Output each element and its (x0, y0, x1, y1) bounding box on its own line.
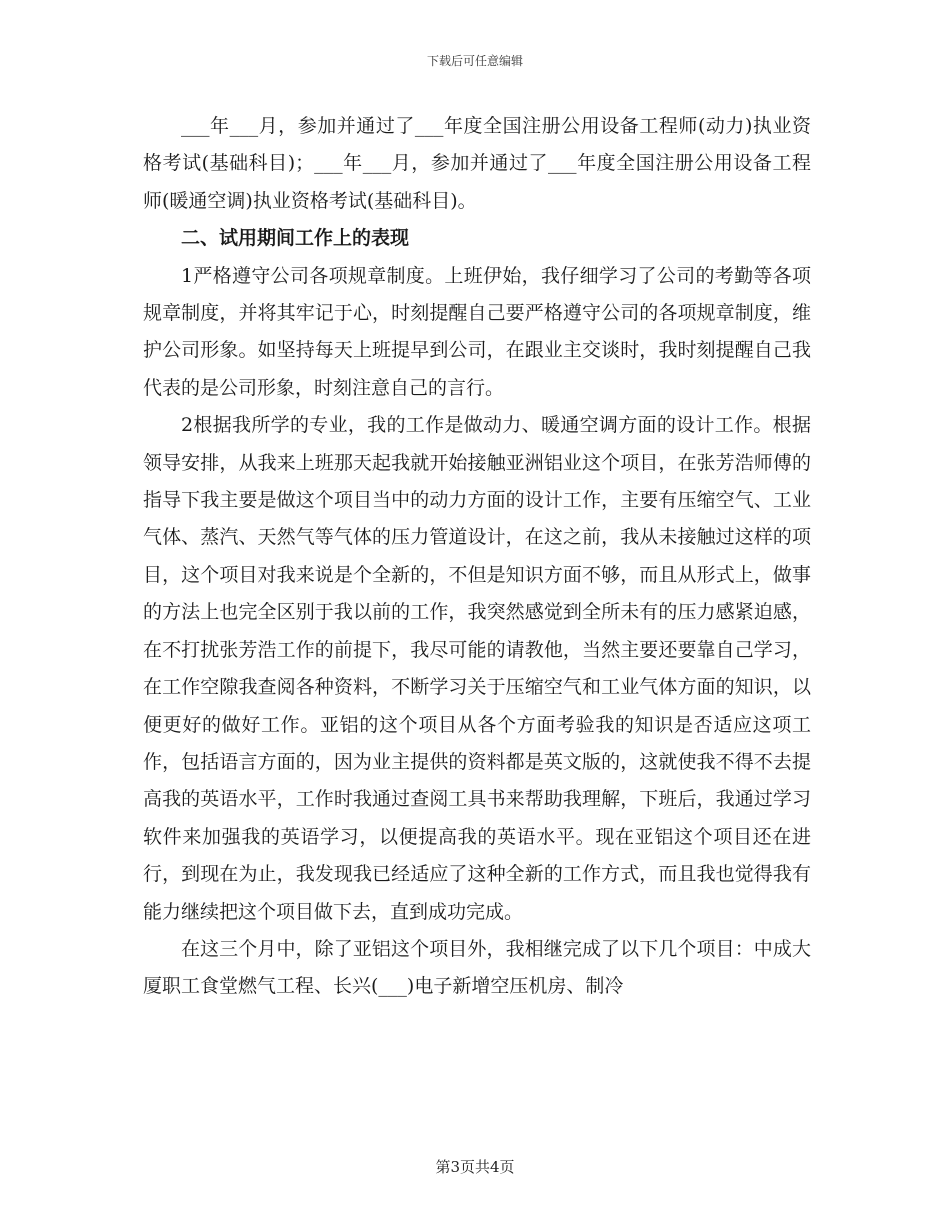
paragraph-completed-projects: 在这三个月中，除了亚铝这个项目外，我相继完成了以下几个项目：中成大厦职工食堂燃气工程、长兴(___)电子新增空压机房、制冷 (143, 937, 811, 998)
page-header-note: 下载后可任意编辑 (426, 54, 523, 68)
paragraph-design-work: 2根据我所学的专业，我的工作是做动力、暖通空调方面的设计工作。根据领导安排，从我来上班那天起我就开始接触亚洲铝业这个项目，在张芳浩师傅的指导下我主要是做这个项目当中的动力方面的设计工作，主要有压缩空气、工业气体、蒸汽、天然气等气体的压力管道设计，在这之前，我从未接触过这样的项目，这个项目对我来说是个全新的，不但是知识方面不够，而且从形式上，做事的方法上也完全区别于我以前的工作，我突然感觉到全所未有的压力感紧迫感，在不打扰张芳浩工作的前提下，我尽可能的请教他，当然主要还要靠自己学习，在工作空隙我查阅各种资料，不断学习关于压缩空气和工业气体方面的知识，以便更好的做好工作。亚铝的这个项目从各个方面考验我的知识是否适应这项工作，包括语言方面的，因为业主提供的资料都是英文版的，这就使我不得不去提高我的英语水平，工作时我通过查阅工具书来帮助我理解，下班后，我通过学习软件来加强我的英语学习，以便提高我的英语水平。现在亚铝这个项目还在进行，到现在为止，我发现我已经适应了这种全新的工作方式，而且我也觉得我有能力继续把这个项目做下去，直到成功完成。 (143, 414, 811, 923)
section-heading-probation-performance: 二、试用期间工作上的表现 (181, 227, 410, 250)
paragraph-exam-record: ___年___月，参加并通过了___年度全国注册公用设备工程师(动力)执业资格考试(基础科目)；___年___月，参加并通过了___年度全国注册公用设备工程师(暖通空调)执业资格考试(基础科目)。 (143, 115, 811, 212)
page-number: 第3页共4页 (435, 1158, 515, 1176)
document-body (143, 108, 811, 1006)
paragraph-rules-compliance: 1严格遵守公司各项规章制度。上班伊始，我仔细学习了公司的考勤等各项规章制度，并将其牢记于心，时刻提醒自己要严格遵守公司的各项规章制度，维护公司形象。如坚持每天上班提早到公司，在跟业主交谈时，我时刻提醒自己我代表的是公司形象，时刻注意自己的言行。 (143, 264, 811, 399)
